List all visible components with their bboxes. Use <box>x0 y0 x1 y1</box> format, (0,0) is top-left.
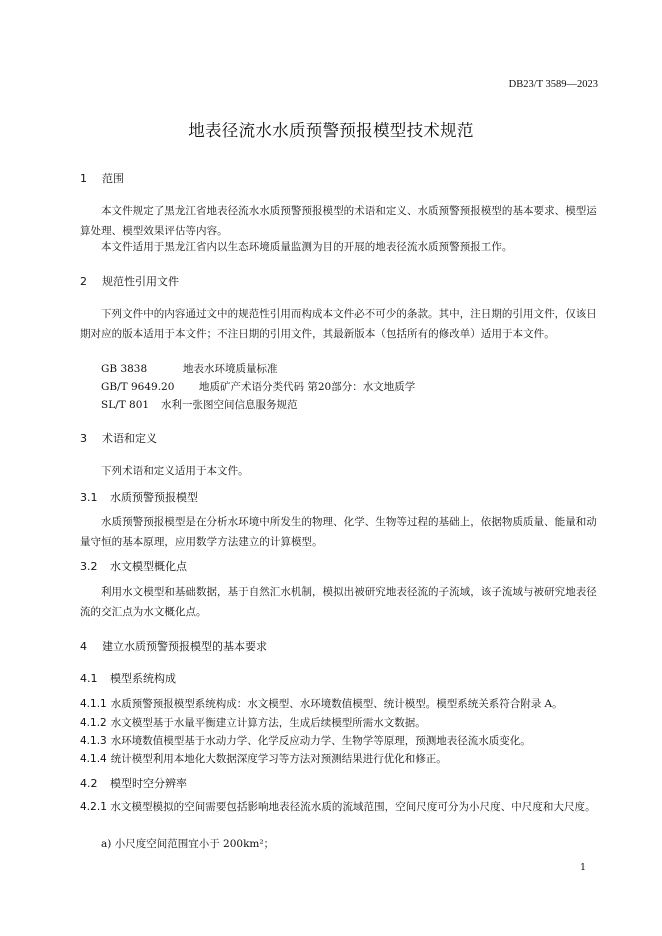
section-2-paragraph-1: 下列文件中的内容通过文中的规范性引用而构成本文件必不可少的条款。其中，注日期的引用文件，仅该日期对应的版本适用于本文件；不注日期的引用文件，其最新版本（包括所有的修改单）适用于本文件。 <box>80 308 597 340</box>
section-3-paragraph-1: 下列术语和定义适用于本文件。 <box>101 465 249 477</box>
clause-item <box>80 696 563 711</box>
clause-number: 4.2.1 <box>80 801 107 813</box>
subsection-3-2-paragraph: 利用水文模型和基础数据，基于自然汇水机制，模拟出被研究地表径流的子流域，该子流域与被研究地表径流的交汇点为水文概化点。 <box>80 586 597 618</box>
subsection-number: 3.1 <box>80 491 98 504</box>
reference-name: 水利一张图空间信息服务规范 <box>161 399 298 411</box>
subsection-title: 水质预警预报模型 <box>110 491 198 504</box>
section-number: 3 <box>80 432 87 445</box>
subsection-number: 3.2 <box>80 560 98 573</box>
subsection-title: 模型时空分辨率 <box>110 777 187 790</box>
clause-text: 统计模型利用本地化大数据深度学习等方法对预测结果进行优化和修正。 <box>110 753 447 765</box>
clause-text: 水文模型模拟的空间需要包括影响地表径流水质的流域范围，空间尺度可分为小尺度、中尺度和大尺度。 <box>110 801 596 813</box>
reference-name: 地质矿产术语分类代码 第20部分：水文地质学 <box>199 381 416 393</box>
reference-code: GB 3838 <box>101 363 148 375</box>
section-number: 2 <box>80 275 87 288</box>
subsection-3-2-heading <box>80 558 187 574</box>
reference-item <box>101 379 415 394</box>
document-number: DB23/T 3589—2023 <box>508 79 598 90</box>
section-title: 建立水质预警预报模型的基本要求 <box>102 640 267 653</box>
subsection-4-2-heading <box>80 775 187 791</box>
section-4-heading <box>80 638 267 654</box>
section-1-paragraph-2: 本文件适用于黑龙江省内以生态环境质量监测为目的开展的地表径流水质预警预报工作。 <box>101 241 513 253</box>
section-title: 范围 <box>102 172 124 185</box>
subsection-4-1-heading <box>80 670 176 686</box>
section-1-paragraph-1: 本文件规定了黑龙江省地表径流水水质预警预报模型的术语和定义、水质预警预报模型的基本要求、模型运算处理、模型效果评估等内容。 <box>80 205 597 237</box>
document-title: 地表径流水水质预警预报模型技术规范 <box>188 121 474 140</box>
subsection-title: 模型系统构成 <box>110 672 176 685</box>
reference-item <box>101 397 298 412</box>
clause-text: 水环境数值模型基于水动力学、化学反应动力学、生物学等原理，预测地表径流水质变化。 <box>110 735 531 747</box>
subsection-number: 4.1 <box>80 672 98 685</box>
section-2-heading <box>80 273 179 289</box>
list-item-a: a) 小尺度空间范围宜小于 200km²； <box>101 838 275 850</box>
section-number: 4 <box>80 640 87 653</box>
clause-item <box>80 715 426 730</box>
clause-text: 水文模型基于水量平衡建立计算方法，生成后续模型所需水文数据。 <box>110 717 426 729</box>
subsection-3-1-paragraph: 水质预警预报模型是在分析水环境中所发生的物理、化学、生物等过程的基础上，依据物质质量、能量和动量守恒的基本原理，应用数学方法建立的计算模型。 <box>80 516 597 548</box>
reference-name: 地表水环境质量标准 <box>183 363 278 375</box>
clause-text: 水质预警预报模型系统构成：水文模型、水环境数值模型、统计模型。模型系统关系符合附录 A。 <box>110 698 563 710</box>
subsection-title: 水文模型概化点 <box>110 560 187 573</box>
section-title: 术语和定义 <box>102 432 157 445</box>
reference-code: SL/T 801 <box>101 399 150 411</box>
section-1-heading <box>80 170 124 186</box>
clause-number: 4.1.3 <box>80 735 107 747</box>
clause-item <box>80 751 447 766</box>
page-number: 1 <box>579 862 586 873</box>
clause-item <box>80 733 531 748</box>
section-3-heading <box>80 430 157 446</box>
reference-item <box>101 361 278 376</box>
clause-number: 4.1.4 <box>80 753 107 765</box>
section-number: 1 <box>80 172 87 185</box>
subsection-number: 4.2 <box>80 777 98 790</box>
clause-number: 4.1.2 <box>80 717 107 729</box>
reference-code: GB/T 9649.20 <box>101 381 175 393</box>
clause-4-2-1-paragraph <box>80 797 600 817</box>
clause-number: 4.1.1 <box>80 698 107 710</box>
subsection-3-1-heading <box>80 489 198 505</box>
section-title: 规范性引用文件 <box>102 275 179 288</box>
